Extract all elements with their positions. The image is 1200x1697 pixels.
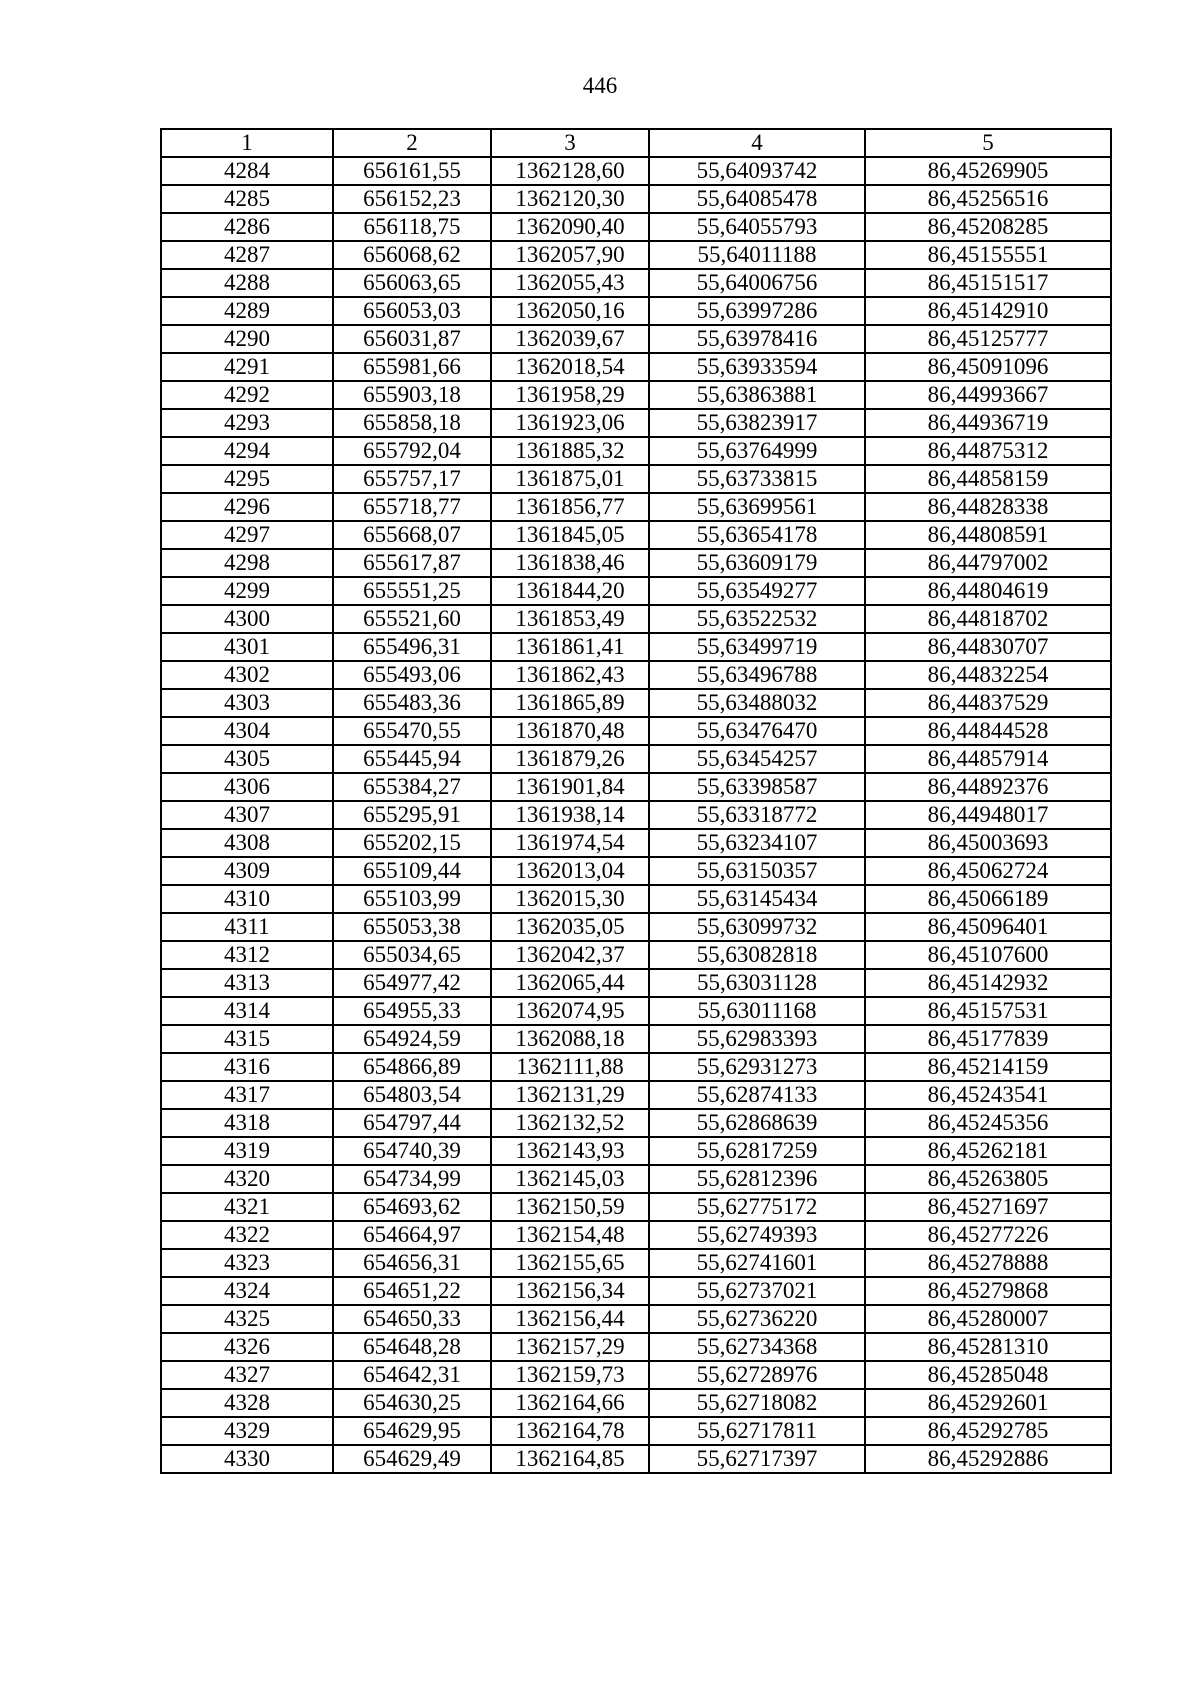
- table-cell: 86,44797002: [865, 549, 1111, 577]
- table-cell: 86,45142932: [865, 969, 1111, 997]
- table-cell: 86,44830707: [865, 633, 1111, 661]
- table-cell: 654629,95: [333, 1417, 491, 1445]
- table-cell: 1361958,29: [491, 381, 649, 409]
- table-cell: 1361923,06: [491, 409, 649, 437]
- table-cell: 655668,07: [333, 521, 491, 549]
- table-cell: 4322: [161, 1221, 333, 1249]
- table-cell: 4311: [161, 913, 333, 941]
- table-cell: 4320: [161, 1165, 333, 1193]
- table-cell: 1362018,54: [491, 353, 649, 381]
- table-row: [161, 465, 1111, 493]
- table-cell: 1361865,89: [491, 689, 649, 717]
- table-cell: 4325: [161, 1305, 333, 1333]
- table-cell: 4326: [161, 1333, 333, 1361]
- table-cell: 1362042,37: [491, 941, 649, 969]
- table-row: [161, 885, 1111, 913]
- table-cell: 1361862,43: [491, 661, 649, 689]
- table-cell: 654651,22: [333, 1277, 491, 1305]
- table-row: [161, 941, 1111, 969]
- table-cell: 86,45285048: [865, 1361, 1111, 1389]
- table-cell: 55,64093742: [649, 157, 865, 185]
- table-cell: 86,44844528: [865, 717, 1111, 745]
- table-cell: 654803,54: [333, 1081, 491, 1109]
- table-cell: 55,63733815: [649, 465, 865, 493]
- table-cell: 1362164,66: [491, 1389, 649, 1417]
- table-cell: 55,63764999: [649, 437, 865, 465]
- table-cell: 656053,03: [333, 297, 491, 325]
- table-cell: 655858,18: [333, 409, 491, 437]
- table-cell: 655496,31: [333, 633, 491, 661]
- table-body: [161, 157, 1111, 1473]
- table-cell: 86,44837529: [865, 689, 1111, 717]
- table-cell: 55,64055793: [649, 213, 865, 241]
- table-cell: 86,45263805: [865, 1165, 1111, 1193]
- table-cell: 4319: [161, 1137, 333, 1165]
- table-cell: 86,45155551: [865, 241, 1111, 269]
- table-cell: 55,63496788: [649, 661, 865, 689]
- table-cell: 654664,97: [333, 1221, 491, 1249]
- table-cell: 86,45125777: [865, 325, 1111, 353]
- table-cell: 86,45142910: [865, 297, 1111, 325]
- table-row: [161, 1277, 1111, 1305]
- table-cell: 1361856,77: [491, 493, 649, 521]
- table-cell: 55,62874133: [649, 1081, 865, 1109]
- table-cell: 654650,33: [333, 1305, 491, 1333]
- table-cell: 1362157,29: [491, 1333, 649, 1361]
- table-row: [161, 913, 1111, 941]
- table-cell: 86,45062724: [865, 857, 1111, 885]
- table-cell: 86,45281310: [865, 1333, 1111, 1361]
- table-cell: 86,44875312: [865, 437, 1111, 465]
- table-cell: 4293: [161, 409, 333, 437]
- table-cell: 655792,04: [333, 437, 491, 465]
- table-cell: 1362159,73: [491, 1361, 649, 1389]
- table-cell: 656118,75: [333, 213, 491, 241]
- table-cell: 4309: [161, 857, 333, 885]
- table-cell: 4297: [161, 521, 333, 549]
- table-row: [161, 521, 1111, 549]
- table-row: [161, 829, 1111, 857]
- table-row: [161, 1137, 1111, 1165]
- table-cell: 55,63699561: [649, 493, 865, 521]
- table-row: [161, 1333, 1111, 1361]
- table-row: [161, 1417, 1111, 1445]
- table-row: [161, 157, 1111, 185]
- table-cell: 4285: [161, 185, 333, 213]
- table-cell: 55,62736220: [649, 1305, 865, 1333]
- table-cell: 55,64006756: [649, 269, 865, 297]
- table-cell: 86,45292886: [865, 1445, 1111, 1473]
- table-cell: 4313: [161, 969, 333, 997]
- table-cell: 55,62749393: [649, 1221, 865, 1249]
- table-cell: 55,63654178: [649, 521, 865, 549]
- table-cell: 1361875,01: [491, 465, 649, 493]
- table-cell: 55,63082818: [649, 941, 865, 969]
- table-row: [161, 577, 1111, 605]
- table-cell: 655718,77: [333, 493, 491, 521]
- table-cell: 4323: [161, 1249, 333, 1277]
- table-cell: 1362164,85: [491, 1445, 649, 1473]
- table-cell: 55,63476470: [649, 717, 865, 745]
- table-cell: 655521,60: [333, 605, 491, 633]
- table-row: [161, 549, 1111, 577]
- table-header-row: [161, 129, 1111, 157]
- table-cell: 656031,87: [333, 325, 491, 353]
- table-row: [161, 717, 1111, 745]
- table-cell: 86,45208285: [865, 213, 1111, 241]
- column-header: 2: [333, 129, 491, 157]
- table-cell: 4324: [161, 1277, 333, 1305]
- table-cell: 4318: [161, 1109, 333, 1137]
- table-cell: 55,62931273: [649, 1053, 865, 1081]
- table-cell: 4329: [161, 1417, 333, 1445]
- table-cell: 86,44993667: [865, 381, 1111, 409]
- table-row: [161, 773, 1111, 801]
- table-cell: 655034,65: [333, 941, 491, 969]
- table-cell: 1362015,30: [491, 885, 649, 913]
- table-cell: 4316: [161, 1053, 333, 1081]
- table-cell: 55,63609179: [649, 549, 865, 577]
- table-row: [161, 745, 1111, 773]
- table-row: [161, 1221, 1111, 1249]
- table-cell: 55,63398587: [649, 773, 865, 801]
- table-cell: 4299: [161, 577, 333, 605]
- table-cell: 1362088,18: [491, 1025, 649, 1053]
- table-cell: 656063,65: [333, 269, 491, 297]
- table-row: [161, 801, 1111, 829]
- table-cell: 1361974,54: [491, 829, 649, 857]
- table-cell: 55,63933594: [649, 353, 865, 381]
- column-header: 3: [491, 129, 649, 157]
- table-cell: 1362156,34: [491, 1277, 649, 1305]
- table-cell: 1362145,03: [491, 1165, 649, 1193]
- table-cell: 4330: [161, 1445, 333, 1473]
- table-cell: 55,63318772: [649, 801, 865, 829]
- table-cell: 4288: [161, 269, 333, 297]
- table-cell: 4321: [161, 1193, 333, 1221]
- table-cell: 4298: [161, 549, 333, 577]
- table-cell: 86,44804619: [865, 577, 1111, 605]
- table-cell: 1362120,30: [491, 185, 649, 213]
- table-cell: 654955,33: [333, 997, 491, 1025]
- table-cell: 4287: [161, 241, 333, 269]
- table-cell: 1362155,65: [491, 1249, 649, 1277]
- table-cell: 55,63823917: [649, 409, 865, 437]
- table-cell: 55,62718082: [649, 1389, 865, 1417]
- table-cell: 55,63863881: [649, 381, 865, 409]
- table-cell: 1361885,32: [491, 437, 649, 465]
- table-cell: 4327: [161, 1361, 333, 1389]
- table-cell: 655551,25: [333, 577, 491, 605]
- table-cell: 1361901,84: [491, 773, 649, 801]
- table-cell: 86,45151517: [865, 269, 1111, 297]
- table-cell: 654630,25: [333, 1389, 491, 1417]
- column-header: 4: [649, 129, 865, 157]
- table-cell: 654734,99: [333, 1165, 491, 1193]
- table-cell: 86,44858159: [865, 465, 1111, 493]
- table-cell: 55,62728976: [649, 1361, 865, 1389]
- table-cell: 55,62812396: [649, 1165, 865, 1193]
- table-cell: 4286: [161, 213, 333, 241]
- table-cell: 1362050,16: [491, 297, 649, 325]
- table-cell: 55,63234107: [649, 829, 865, 857]
- table-cell: 1361861,41: [491, 633, 649, 661]
- table-cell: 4312: [161, 941, 333, 969]
- column-header: 5: [865, 129, 1111, 157]
- table-cell: 55,64011188: [649, 241, 865, 269]
- table-cell: 4292: [161, 381, 333, 409]
- table-row: [161, 353, 1111, 381]
- table-cell: 655493,06: [333, 661, 491, 689]
- table-cell: 86,44892376: [865, 773, 1111, 801]
- table-cell: 86,44832254: [865, 661, 1111, 689]
- table-cell: 1362143,93: [491, 1137, 649, 1165]
- table-cell: 86,45278888: [865, 1249, 1111, 1277]
- table-row: [161, 325, 1111, 353]
- table-cell: 1362035,05: [491, 913, 649, 941]
- table-row: [161, 605, 1111, 633]
- table-row: [161, 1445, 1111, 1473]
- table-cell: 4310: [161, 885, 333, 913]
- table-cell: 654656,31: [333, 1249, 491, 1277]
- table-row: [161, 1361, 1111, 1389]
- table-cell: 1361879,26: [491, 745, 649, 773]
- table-row: [161, 1109, 1111, 1137]
- table-cell: 86,44948017: [865, 801, 1111, 829]
- table-cell: 4307: [161, 801, 333, 829]
- table-cell: 55,62868639: [649, 1109, 865, 1137]
- table-cell: 86,44857914: [865, 745, 1111, 773]
- table-cell: 656068,62: [333, 241, 491, 269]
- table-cell: 655109,44: [333, 857, 491, 885]
- table-cell: 655757,17: [333, 465, 491, 493]
- table-cell: 86,45214159: [865, 1053, 1111, 1081]
- table-cell: 55,63978416: [649, 325, 865, 353]
- table-cell: 4304: [161, 717, 333, 745]
- table-cell: 55,62983393: [649, 1025, 865, 1053]
- table-cell: 4284: [161, 157, 333, 185]
- table-cell: 55,62737021: [649, 1277, 865, 1305]
- table-cell: 55,63997286: [649, 297, 865, 325]
- table-cell: 86,44808591: [865, 521, 1111, 549]
- table-row: [161, 1165, 1111, 1193]
- table-cell: 55,63499719: [649, 633, 865, 661]
- table-cell: 4294: [161, 437, 333, 465]
- table-cell: 1362013,04: [491, 857, 649, 885]
- table-cell: 1362164,78: [491, 1417, 649, 1445]
- table-cell: 86,45003693: [865, 829, 1111, 857]
- table-cell: 4289: [161, 297, 333, 325]
- table-cell: 654693,62: [333, 1193, 491, 1221]
- table-cell: 655617,87: [333, 549, 491, 577]
- table-cell: 1361838,46: [491, 549, 649, 577]
- table-cell: 4303: [161, 689, 333, 717]
- table-row: [161, 1025, 1111, 1053]
- table-row: [161, 381, 1111, 409]
- table-cell: 655384,27: [333, 773, 491, 801]
- table-cell: 655903,18: [333, 381, 491, 409]
- table-cell: 4301: [161, 633, 333, 661]
- table-cell: 55,63150357: [649, 857, 865, 885]
- table-cell: 1362057,90: [491, 241, 649, 269]
- table-cell: 4302: [161, 661, 333, 689]
- table-cell: 654924,59: [333, 1025, 491, 1053]
- table-cell: 55,62741601: [649, 1249, 865, 1277]
- table-row: [161, 1389, 1111, 1417]
- table-row: [161, 241, 1111, 269]
- table-cell: 86,45271697: [865, 1193, 1111, 1221]
- table-cell: 1362150,59: [491, 1193, 649, 1221]
- table-cell: 656161,55: [333, 157, 491, 185]
- table-cell: 86,45177839: [865, 1025, 1111, 1053]
- table-cell: 55,63522532: [649, 605, 865, 633]
- table-row: [161, 997, 1111, 1025]
- table-cell: 86,45243541: [865, 1081, 1111, 1109]
- table-cell: 55,62775172: [649, 1193, 865, 1221]
- table-cell: 86,45107600: [865, 941, 1111, 969]
- table-cell: 1361844,20: [491, 577, 649, 605]
- table-cell: 1362154,48: [491, 1221, 649, 1249]
- table-row: [161, 185, 1111, 213]
- table-cell: 1362111,88: [491, 1053, 649, 1081]
- table-cell: 655202,15: [333, 829, 491, 857]
- table-cell: 55,62717811: [649, 1417, 865, 1445]
- table-cell: 1362132,52: [491, 1109, 649, 1137]
- page-number: 446: [582, 73, 618, 98]
- table-row: [161, 409, 1111, 437]
- table-cell: 654629,49: [333, 1445, 491, 1473]
- table-cell: 86,45066189: [865, 885, 1111, 913]
- table-cell: 86,44936719: [865, 409, 1111, 437]
- table-cell: 4317: [161, 1081, 333, 1109]
- table-cell: 55,63099732: [649, 913, 865, 941]
- table-cell: 1362090,40: [491, 213, 649, 241]
- table-cell: 86,45269905: [865, 157, 1111, 185]
- table-row: [161, 1249, 1111, 1277]
- table-cell: 4295: [161, 465, 333, 493]
- table-cell: 55,62734368: [649, 1333, 865, 1361]
- table-row: [161, 1053, 1111, 1081]
- table-row: [161, 969, 1111, 997]
- table-cell: 86,44828338: [865, 493, 1111, 521]
- table-cell: 1362065,44: [491, 969, 649, 997]
- table-cell: 1362128,60: [491, 157, 649, 185]
- table-cell: 86,45279868: [865, 1277, 1111, 1305]
- table-cell: 86,44818702: [865, 605, 1111, 633]
- table-row: [161, 689, 1111, 717]
- table-cell: 55,63145434: [649, 885, 865, 913]
- table-cell: 654642,31: [333, 1361, 491, 1389]
- table-cell: 1362039,67: [491, 325, 649, 353]
- table-row: [161, 857, 1111, 885]
- table-cell: 1362055,43: [491, 269, 649, 297]
- table-cell: 1361845,05: [491, 521, 649, 549]
- table-cell: 1361853,49: [491, 605, 649, 633]
- table-cell: 4314: [161, 997, 333, 1025]
- table-row: [161, 213, 1111, 241]
- table-cell: 655445,94: [333, 745, 491, 773]
- table-cell: 86,45245356: [865, 1109, 1111, 1137]
- table-cell: 654866,89: [333, 1053, 491, 1081]
- table-cell: 655470,55: [333, 717, 491, 745]
- table-row: [161, 437, 1111, 465]
- table-cell: 55,63488032: [649, 689, 865, 717]
- table-cell: 86,45096401: [865, 913, 1111, 941]
- table-cell: 4308: [161, 829, 333, 857]
- table-cell: 655103,99: [333, 885, 491, 913]
- table-cell: 1362074,95: [491, 997, 649, 1025]
- table-row: [161, 493, 1111, 521]
- table-cell: 1361938,14: [491, 801, 649, 829]
- table-cell: 86,45091096: [865, 353, 1111, 381]
- table-cell: 4300: [161, 605, 333, 633]
- table-cell: 86,45262181: [865, 1137, 1111, 1165]
- coordinates-table: [160, 128, 1112, 1474]
- table-cell: 86,45256516: [865, 185, 1111, 213]
- table-row: [161, 1081, 1111, 1109]
- table-cell: 654648,28: [333, 1333, 491, 1361]
- table-cell: 655295,91: [333, 801, 491, 829]
- table-cell: 55,62717397: [649, 1445, 865, 1473]
- table-cell: 1362156,44: [491, 1305, 649, 1333]
- table-cell: 86,45277226: [865, 1221, 1111, 1249]
- table-cell: 4328: [161, 1389, 333, 1417]
- table-row: [161, 297, 1111, 325]
- table-row: [161, 1193, 1111, 1221]
- table-cell: 4305: [161, 745, 333, 773]
- table-cell: 55,62817259: [649, 1137, 865, 1165]
- table-cell: 654740,39: [333, 1137, 491, 1165]
- table-cell: 86,45280007: [865, 1305, 1111, 1333]
- table-cell: 86,45157531: [865, 997, 1111, 1025]
- table-cell: 655053,38: [333, 913, 491, 941]
- table-cell: 656152,23: [333, 185, 491, 213]
- table-cell: 654797,44: [333, 1109, 491, 1137]
- table-cell: 655981,66: [333, 353, 491, 381]
- table-cell: 4296: [161, 493, 333, 521]
- table-cell: 86,45292601: [865, 1389, 1111, 1417]
- table-cell: 655483,36: [333, 689, 491, 717]
- table-cell: 55,64085478: [649, 185, 865, 213]
- table-cell: 55,63011168: [649, 997, 865, 1025]
- column-header: 1: [161, 129, 333, 157]
- table-row: [161, 661, 1111, 689]
- table-cell: 1362131,29: [491, 1081, 649, 1109]
- table-cell: 4291: [161, 353, 333, 381]
- table-cell: 55,63454257: [649, 745, 865, 773]
- table-cell: 4315: [161, 1025, 333, 1053]
- table-cell: 55,63549277: [649, 577, 865, 605]
- table-row: [161, 1305, 1111, 1333]
- table-row: [161, 633, 1111, 661]
- table-row: [161, 269, 1111, 297]
- table-cell: 1361870,48: [491, 717, 649, 745]
- table-cell: 55,63031128: [649, 969, 865, 997]
- table-cell: 86,45292785: [865, 1417, 1111, 1445]
- table-cell: 654977,42: [333, 969, 491, 997]
- table-cell: 4306: [161, 773, 333, 801]
- table-cell: 4290: [161, 325, 333, 353]
